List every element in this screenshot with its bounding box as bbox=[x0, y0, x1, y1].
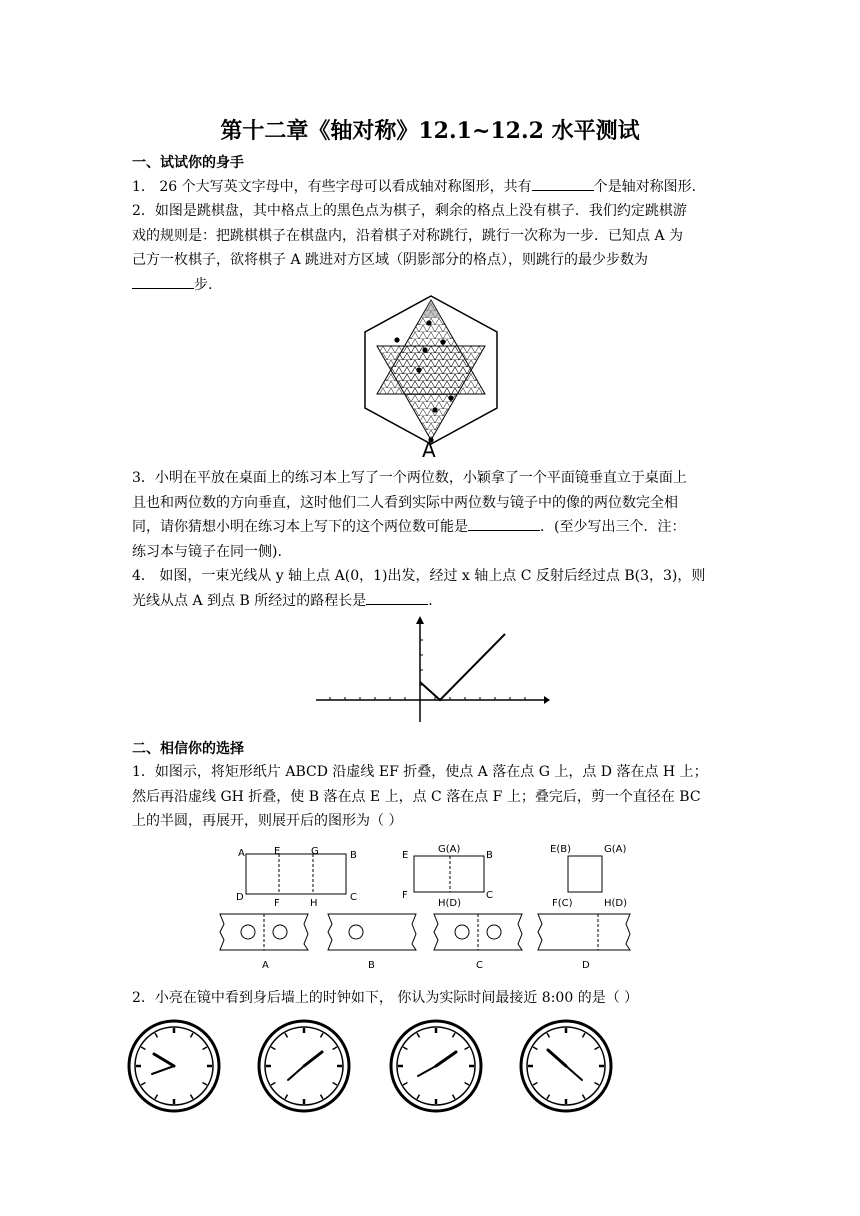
fold-label: F(C) bbox=[552, 898, 573, 909]
clock-face bbox=[391, 1021, 481, 1111]
fold-label: E(B) bbox=[550, 844, 571, 855]
q4-line: 4． 如图，一束光线从 y 轴上点 A(0，1)出发，经过 x 轴上点 C 反射后经过点 B(3，3)，则 bbox=[132, 568, 706, 584]
clock-face bbox=[521, 1021, 611, 1111]
option-strip-b bbox=[328, 914, 416, 950]
fold-label: B bbox=[486, 850, 493, 861]
q4-line2b: . bbox=[428, 592, 433, 609]
fold-step-2 bbox=[402, 844, 493, 909]
q2-line: 戏的规则是：把跳棋棋子在棋盘内，沿着棋子对称跳行，跳行一次称为一步．已知点 A 为 bbox=[132, 227, 684, 244]
s2q1-line: 上的半圆，再展开，则展开后的图形为（ ） bbox=[132, 813, 403, 829]
clock-hand-long bbox=[436, 1052, 456, 1066]
q3-line3a: 同，请你猜想小明在练习本上写下的这个两位数可能是 bbox=[132, 519, 468, 535]
star-board bbox=[377, 300, 485, 440]
clock-hand-short bbox=[566, 1066, 582, 1080]
folding-figure bbox=[216, 840, 636, 975]
fold-label: H(D) bbox=[604, 898, 628, 909]
s2q1-line: 然后再沿虚线 GH 折叠，使 B 落在点 E 上，点 C 落在点 F 上；叠完后，剪一个直径在 BC bbox=[132, 788, 701, 805]
question-1-2 bbox=[132, 199, 732, 297]
checkers-board-figure bbox=[355, 290, 507, 460]
q2-line: 己方一枚棋子，欲将棋子 A 跳进对方区域（阴影部分的格点），则跳行的最少步数为 bbox=[132, 252, 649, 268]
answer-blank bbox=[132, 274, 194, 289]
clock-hand-short bbox=[418, 1066, 436, 1076]
q4-line2a: 光线从点 A 到点 B 所经过的路程长是 bbox=[132, 592, 367, 609]
clock-hand-short bbox=[288, 1066, 304, 1080]
clocks-group bbox=[129, 1021, 611, 1111]
choice-label-b: B bbox=[368, 960, 375, 971]
axis-ticks bbox=[330, 640, 525, 700]
clock-face bbox=[259, 1021, 349, 1111]
answer-blank bbox=[468, 516, 540, 531]
light-reflection-figure bbox=[310, 612, 550, 724]
clock-hand-long bbox=[154, 1054, 174, 1066]
answer-blank bbox=[366, 590, 428, 605]
fold-label: E bbox=[274, 846, 281, 857]
choice-label-c: C bbox=[476, 960, 483, 971]
question-2-2: 2．小亮在镜中看到身后墙上的时钟如下， 你认为实际时间最接近 8:00 的是（ ） bbox=[132, 990, 639, 1006]
page-title: 第十二章《轴对称》12.1~12.2 水平测试 bbox=[220, 118, 640, 144]
clock-hand-long bbox=[304, 1052, 322, 1066]
fold-label: D bbox=[236, 892, 244, 903]
x-axis-arrow bbox=[544, 696, 550, 704]
choice-label-a: A bbox=[262, 960, 269, 971]
q4-line bbox=[132, 589, 732, 614]
fold-label: E bbox=[402, 850, 409, 861]
fold-label: G(A) bbox=[438, 844, 461, 855]
fold-step-3 bbox=[550, 844, 627, 909]
fold-step-1 bbox=[236, 846, 357, 909]
fold-label: H(D) bbox=[438, 898, 462, 909]
light-path bbox=[420, 634, 505, 700]
q3-line3b: ．(至少写出三个．注： bbox=[540, 519, 686, 535]
question-1-3 bbox=[132, 466, 732, 564]
answer-blank bbox=[532, 176, 594, 191]
q3-line: 练习本与镜子在同一侧). bbox=[132, 543, 282, 560]
target-region bbox=[421, 300, 441, 318]
choice-label-d: D bbox=[582, 960, 590, 971]
option-strip-c bbox=[434, 914, 522, 950]
q1-text-a: 1． 26 个大写英文字母中，有些字母可以看成轴对称图形，共有 bbox=[132, 179, 532, 195]
section-heading-2: 二、相信你的选择 bbox=[132, 741, 244, 757]
q3-line bbox=[132, 515, 732, 540]
q1-text-b: 个是轴对称图形. bbox=[593, 179, 697, 195]
fold-label: B bbox=[350, 850, 357, 861]
q2-line4-tail: 步. bbox=[194, 276, 213, 293]
clock-options bbox=[126, 1018, 726, 1118]
fold-label: F bbox=[274, 898, 280, 909]
y-axis-arrow bbox=[416, 616, 424, 624]
fold-label: G bbox=[311, 846, 319, 857]
fold-label: H bbox=[310, 898, 318, 909]
fold-label: C bbox=[350, 892, 357, 903]
s2q1-line: 1．如图示，将矩形纸片 ABCD 沿虚线 EF 折叠，使点 A 落在点 G 上，点 D 落在点 H 上； bbox=[132, 764, 708, 780]
fold-label: F bbox=[402, 890, 408, 901]
clock-face bbox=[129, 1021, 219, 1111]
q2-line: 2．如图是跳棋盘，其中格点上的黑色点为棋子，剩余的格点上没有棋子．我们约定跳棋游 bbox=[132, 203, 687, 219]
q3-line: 3．小明在平放在桌面上的练习本上写了一个两位数，小颖拿了一个平面镜垂直立于桌面上 bbox=[132, 470, 687, 486]
clock-hand-long bbox=[548, 1050, 566, 1066]
fold-label: G(A) bbox=[604, 844, 627, 855]
q3-line: 且也和两位数的方向垂直，这时他们二人看到实际中两位数与镜子中的像的两位数完全相 bbox=[132, 494, 678, 511]
fold-label: C bbox=[486, 890, 493, 901]
question-2-1 bbox=[132, 760, 732, 834]
question-1-1 bbox=[132, 175, 732, 200]
section-heading-1: 一、试试你的身手 bbox=[132, 155, 244, 171]
clock-hand-short bbox=[152, 1066, 174, 1074]
board-label-a: A bbox=[422, 438, 436, 462]
option-strip-d bbox=[538, 914, 630, 950]
option-strip-a bbox=[220, 914, 308, 950]
question-1-4 bbox=[132, 564, 732, 613]
fold-label: A bbox=[238, 848, 245, 859]
